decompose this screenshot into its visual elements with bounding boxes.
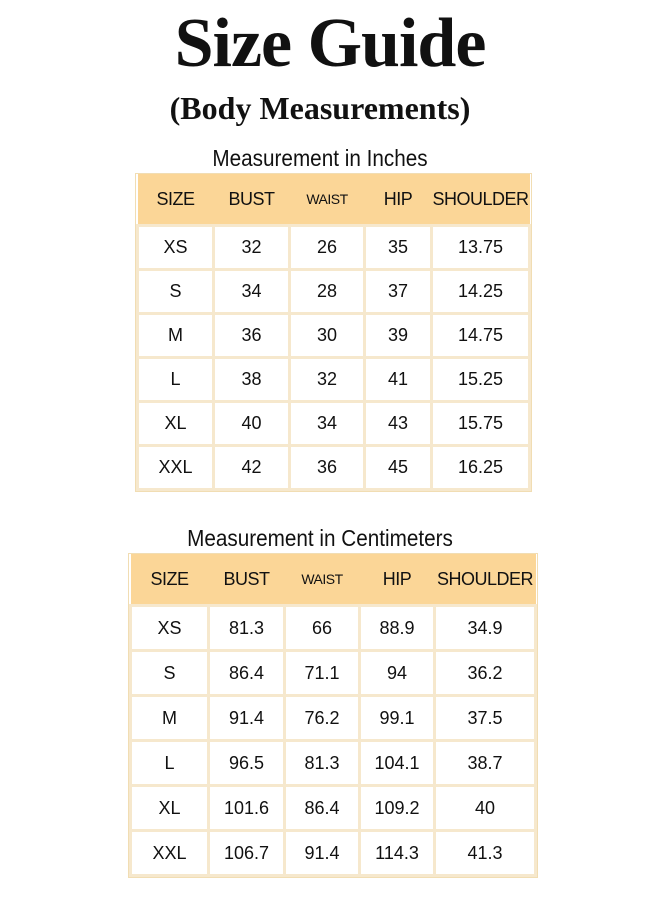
cell-bust: 106.7 <box>209 831 285 876</box>
cell-size: L <box>131 741 209 786</box>
table-row <box>131 741 536 786</box>
header-bust: BUST <box>214 174 290 226</box>
cell-hip: 109.2 <box>360 786 435 831</box>
cell-hip: 45 <box>365 446 432 490</box>
cell-waist: 91.4 <box>285 831 360 876</box>
cell-bust: 81.3 <box>209 606 285 651</box>
cell-waist: 81.3 <box>285 741 360 786</box>
cell-hip: 94 <box>360 651 435 696</box>
table-row <box>138 226 530 270</box>
cell-bust: 40 <box>214 402 290 446</box>
header-bust: BUST <box>209 554 285 606</box>
cell-size: XS <box>138 226 214 270</box>
inches-caption: Measurement in Inches <box>212 145 428 171</box>
cell-waist: 34 <box>290 402 365 446</box>
table-row <box>138 270 530 314</box>
table-row <box>138 358 530 402</box>
page-title: Size Guide <box>174 5 486 82</box>
cell-hip: 99.1 <box>360 696 435 741</box>
cell-hip: 37 <box>365 270 432 314</box>
cell-bust: 101.6 <box>209 786 285 831</box>
cell-size: XXL <box>138 446 214 490</box>
inches-table <box>136 174 531 491</box>
cell-hip: 39 <box>365 314 432 358</box>
cell-waist: 26 <box>290 226 365 270</box>
cell-size: XS <box>131 606 209 651</box>
table-row <box>131 651 536 696</box>
cell-shoulder: 37.5 <box>435 696 536 741</box>
page-subtitle: (Body Measurements) <box>169 90 471 126</box>
table-row <box>138 314 530 358</box>
cell-hip: 35 <box>365 226 432 270</box>
cell-shoulder: 16.25 <box>432 446 530 490</box>
cell-size: XL <box>131 786 209 831</box>
table-row <box>138 446 530 490</box>
cell-waist: 36 <box>290 446 365 490</box>
cell-shoulder: 38.7 <box>435 741 536 786</box>
cell-bust: 38 <box>214 358 290 402</box>
cell-shoulder: 41.3 <box>435 831 536 876</box>
table-row <box>131 696 536 741</box>
header-shoulder: SHOULDER <box>435 554 536 606</box>
cell-shoulder: 15.75 <box>432 402 530 446</box>
header-size: SIZE <box>138 174 214 226</box>
table-row <box>131 606 536 651</box>
cell-bust: 96.5 <box>209 741 285 786</box>
table-row <box>138 402 530 446</box>
cell-bust: 42 <box>214 446 290 490</box>
header-shoulder: SHOULDER <box>432 174 530 226</box>
header-size: SIZE <box>131 554 209 606</box>
table-row <box>131 831 536 876</box>
cell-waist: 28 <box>290 270 365 314</box>
table-header-row <box>138 174 530 226</box>
cell-size: M <box>131 696 209 741</box>
cell-shoulder: 14.25 <box>432 270 530 314</box>
cell-shoulder: 40 <box>435 786 536 831</box>
cell-hip: 114.3 <box>360 831 435 876</box>
table-row <box>131 786 536 831</box>
cell-waist: 32 <box>290 358 365 402</box>
cell-bust: 86.4 <box>209 651 285 696</box>
cell-shoulder: 13.75 <box>432 226 530 270</box>
centimeters-caption: Measurement in Centimeters <box>187 525 453 551</box>
cell-size: L <box>138 358 214 402</box>
cell-bust: 36 <box>214 314 290 358</box>
table-header-row <box>131 554 536 606</box>
cell-waist: 86.4 <box>285 786 360 831</box>
cell-hip: 104.1 <box>360 741 435 786</box>
header-waist: WAIST <box>290 174 365 226</box>
cell-shoulder: 36.2 <box>435 651 536 696</box>
cell-bust: 32 <box>214 226 290 270</box>
cell-waist: 76.2 <box>285 696 360 741</box>
cell-shoulder: 14.75 <box>432 314 530 358</box>
cell-hip: 41 <box>365 358 432 402</box>
cell-shoulder: 15.25 <box>432 358 530 402</box>
cell-size: S <box>138 270 214 314</box>
cell-size: XL <box>138 402 214 446</box>
cell-bust: 91.4 <box>209 696 285 741</box>
cell-waist: 71.1 <box>285 651 360 696</box>
cell-shoulder: 34.9 <box>435 606 536 651</box>
header-hip: HIP <box>360 554 435 606</box>
cell-size: S <box>131 651 209 696</box>
centimeters-table <box>129 554 537 877</box>
cell-hip: 88.9 <box>360 606 435 651</box>
header-waist: WAIST <box>285 554 360 606</box>
cell-waist: 66 <box>285 606 360 651</box>
cell-waist: 30 <box>290 314 365 358</box>
cell-size: XXL <box>131 831 209 876</box>
header-hip: HIP <box>365 174 432 226</box>
cell-bust: 34 <box>214 270 290 314</box>
cell-hip: 43 <box>365 402 432 446</box>
cell-size: M <box>138 314 214 358</box>
